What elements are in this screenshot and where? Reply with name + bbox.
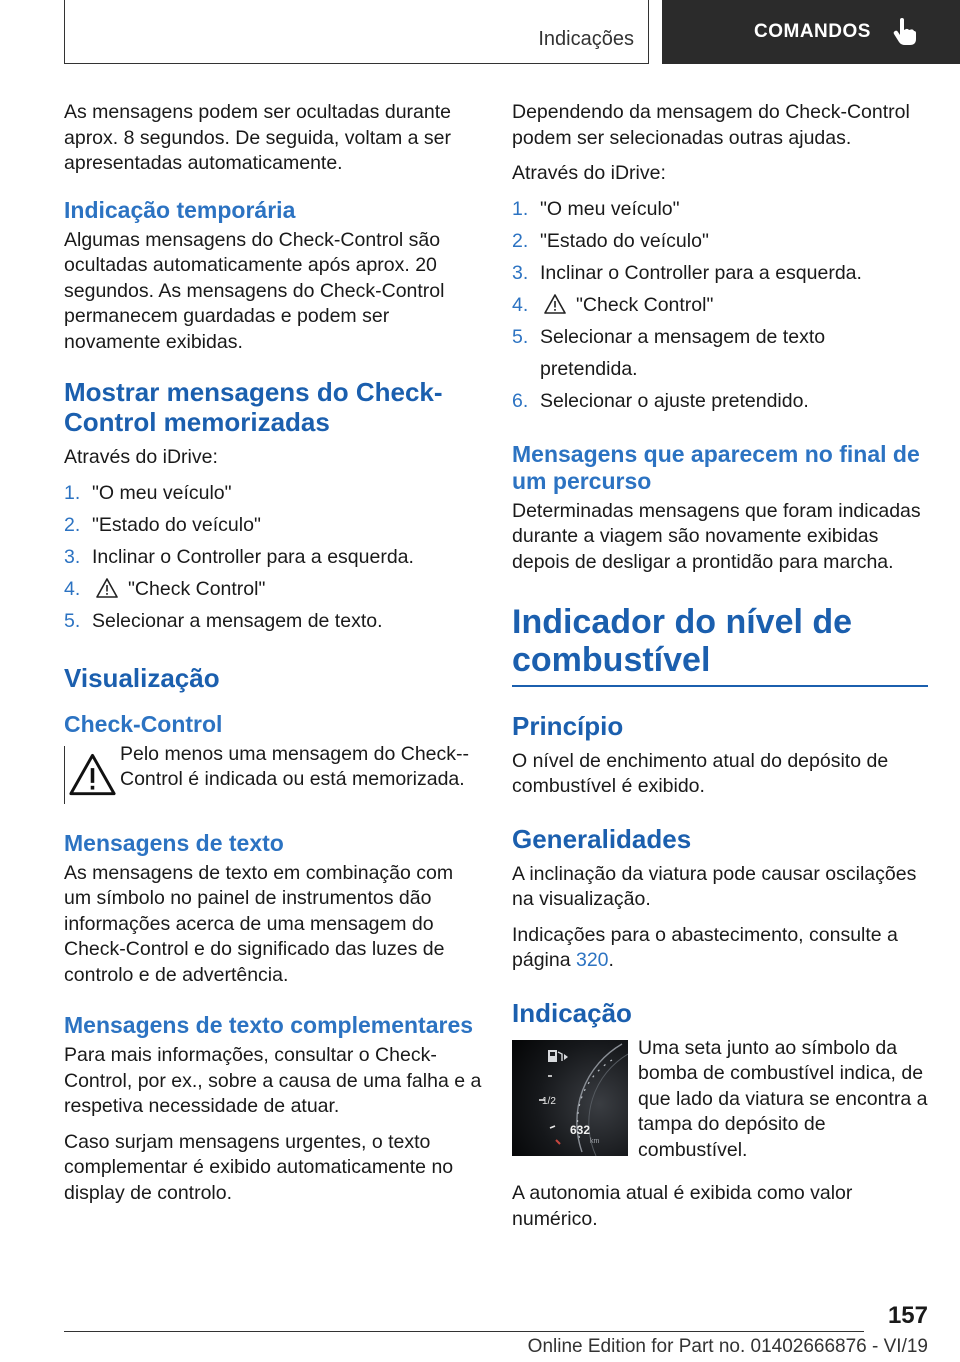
left-intro: As mensagens podem ser ocultadas durante aprox. 8 segundos. De seguida, voltam a ser apresentadas automaticamente. bbox=[64, 101, 451, 174]
temp-indication-text: Algumas mensagens do Check-Control são ocultadas automaticamente após aprox. 20 segundos. As mensagens do Check-Control permanecem guardadas e podem ser novamente exibidas. bbox=[64, 228, 445, 353]
list-item: 3. Inclinar o Controller para a esquerda. bbox=[64, 545, 414, 568]
heading-show-messages: Mostrar mensagens do Check-Control memorizadas bbox=[64, 377, 443, 437]
right-steps-list bbox=[512, 193, 928, 417]
gauge-range-unit: km bbox=[590, 1137, 600, 1145]
list-item: 6. Selecionar o ajuste pretendido. bbox=[512, 389, 809, 412]
heading-rule bbox=[512, 685, 928, 687]
complementary-text-1: Para mais informações, consultar o Check-Control, por ex., sobre a causa de uma falha e a respetiva necessidade de atuar. bbox=[64, 1044, 482, 1117]
list-item: 5. Selecionar a mensagem de texto. bbox=[64, 609, 383, 632]
header-chapter-tab bbox=[662, 0, 960, 64]
gauge-half-label: 1/2 bbox=[542, 1095, 556, 1107]
heading-general: Generalidades bbox=[512, 823, 692, 854]
range-text: A autonomia atual é exibida como valor numérico. bbox=[512, 1182, 853, 1230]
heading-visualization: Visualização bbox=[64, 662, 220, 693]
check-control-text: Pelo menos uma mensagem do Check--Control é indicada ou está memorizada. bbox=[120, 742, 469, 790]
header-section-title: Indicações bbox=[538, 28, 634, 50]
list-item: 4. "Check Control" bbox=[64, 577, 266, 600]
right-via-idrive: Através do iDrive: bbox=[512, 162, 666, 184]
end-of-trip-text: Determinadas mensagens que foram indicadas durante a viagem são novamente exibidas depois de desligar a prontidão para marcha. bbox=[512, 499, 921, 573]
header-chapter-title: COMANDOS bbox=[754, 21, 871, 42]
heading-temp-indication: Indicação temporária bbox=[64, 196, 296, 223]
heading-complementary-messages: Mensagens de texto complementares bbox=[64, 1012, 474, 1038]
right-column bbox=[512, 100, 928, 1242]
left-steps-list bbox=[64, 477, 482, 637]
warning-triangle-icon bbox=[544, 294, 566, 314]
principle-text: O nível de enchimento atual do depósito de combustível é exibido. bbox=[512, 749, 889, 797]
header-section-box bbox=[64, 0, 649, 64]
page-number: 157 bbox=[887, 1302, 928, 1329]
fuel-indication-block bbox=[512, 1036, 928, 1174]
list-item: 5. Selecionar a mensagem de texto pretendida. bbox=[512, 325, 826, 380]
list-item: 2. "Estado do veículo" bbox=[64, 513, 261, 536]
heading-check-control: Check-Control bbox=[64, 710, 223, 737]
text-messages-text: As mensagens de texto em combinação com um símbolo no painel de instrumentos dão informações acerca de uma mensagem do Check-Control e do significado das luzes de controlo e de advertência. bbox=[64, 861, 454, 986]
pointing-hand-icon bbox=[893, 18, 917, 46]
heading-fuel-level: Indicador do nível de combustível bbox=[512, 603, 853, 679]
footer-rule bbox=[64, 1331, 864, 1332]
warning-symbol-icon bbox=[64, 746, 120, 804]
right-intro: Dependendo da mensagem do Check-Control podem ser selecionadas outras ajudas. bbox=[512, 101, 910, 149]
complementary-text-2: Caso surjam mensagens urgentes, o texto complementar é exibido automaticamente no display de controlo. bbox=[64, 1130, 454, 1204]
refuel-reference-text: Indicações para o abastecimento, consulte a página 320. bbox=[512, 923, 898, 971]
list-item: 4. "Check Control" bbox=[512, 293, 714, 316]
heading-end-of-trip-messages: Mensagens que aparecem no final de um percurso bbox=[512, 440, 920, 494]
page-link-320[interactable]: 320 bbox=[575, 949, 609, 971]
footer-edition: Online Edition for Part no. 01402666876 - VI/19 bbox=[527, 1336, 928, 1357]
left-via-idrive: Através do iDrive: bbox=[64, 446, 218, 468]
fuel-gauge-image bbox=[512, 1040, 628, 1156]
list-item: 1. "O meu veículo" bbox=[64, 481, 232, 504]
heading-principle: Princípio bbox=[512, 710, 624, 741]
left-column bbox=[64, 100, 482, 1216]
warning-triangle-icon bbox=[96, 578, 118, 598]
fuel-indication-text: Uma seta junto ao símbolo da bomba de combustível indica, de que lado da viatura se encontra a tampa do depósito de combustível. bbox=[638, 1036, 928, 1161]
list-item: 2. "Estado do veículo" bbox=[512, 229, 709, 252]
list-item: 3. Inclinar o Controller para a esquerda. bbox=[512, 261, 862, 284]
check-control-block bbox=[64, 742, 482, 804]
list-item: 1. "O meu veículo" bbox=[512, 197, 680, 220]
general-text: A inclinação da viatura pode causar oscilações na visualização. bbox=[512, 862, 917, 910]
heading-text-messages: Mensagens de texto bbox=[64, 829, 284, 856]
gauge-range-value: 632 bbox=[570, 1122, 591, 1137]
heading-indication: Indicação bbox=[512, 997, 632, 1028]
